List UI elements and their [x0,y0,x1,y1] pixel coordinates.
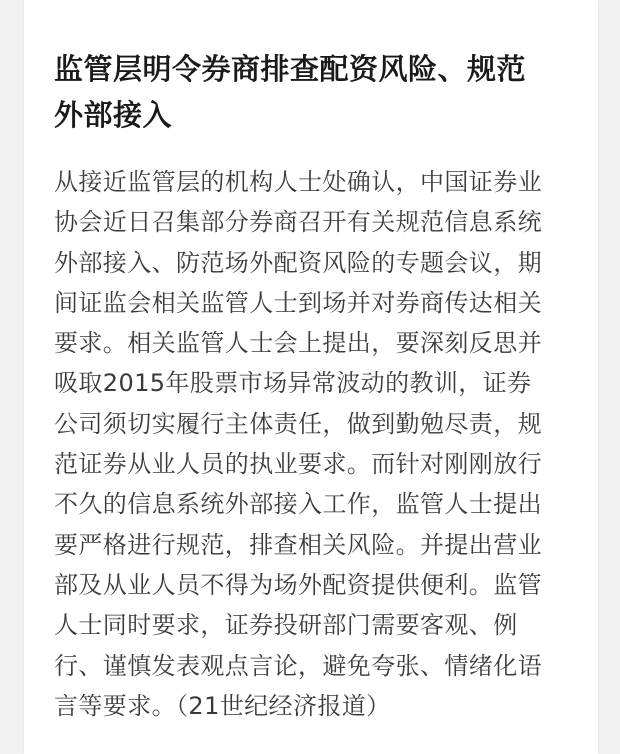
article-body-line: 外部接入、防范场外配资风险的专题会议，期 [54,248,542,277]
article-body-line: 要求。相关监管人士会上提出，要深刻反思并 [54,329,542,358]
article-body-line: 公司须切实履行主体责任，做到勤勉尽责，规 [54,409,542,438]
article-title-line: 外部接入 [54,98,173,132]
article-body-line: 从接近监管层的机构人士处确认，中国证券业 [54,168,542,196]
article-body-line: 吸取2015年股票市场异常波动的教训，证券 [54,369,532,398]
article-card [24,0,598,754]
article-body-line: 部及从业人员不得为场外配资提供便利。监管 [54,570,542,599]
article-body [54,162,584,726]
article-body-line: 言等要求。（21世纪经济报道） [54,691,391,720]
article-title-line: 监管层明令券商排查配资风险、规范 [54,52,527,86]
article-body-line: 间证监会相关监管人士到场并对券商传达相关 [54,288,542,317]
article-body-line: 协会近日召集部分券商召开有关规范信息系统 [54,208,542,237]
article-title [54,46,574,138]
article-body-line: 不久的信息系统外部接入工作，监管人士提出 [54,490,542,519]
article-body-line: 要严格进行规范，排查相关风险。并提出营业 [54,530,542,559]
article-body-line: 范证券从业人员的执业要求。而针对刚刚放行 [54,450,542,479]
article-body-line: 行、谨慎发表观点言论，避免夸张、情绪化语 [54,651,542,680]
article-body-line: 人士同时要求，证券投研部门需要客观、例 [54,611,518,640]
